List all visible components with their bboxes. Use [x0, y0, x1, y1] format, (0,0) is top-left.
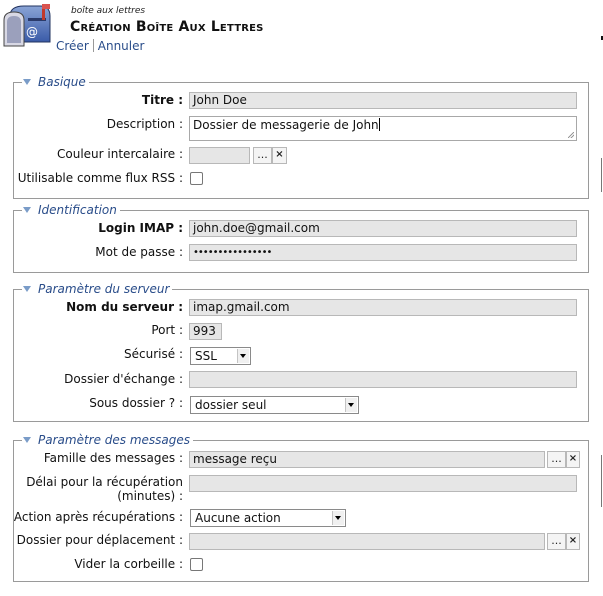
move-input[interactable]: [189, 533, 545, 550]
family-label: Famille des messages :: [43, 451, 183, 465]
move-picker-button[interactable]: ...: [547, 533, 566, 550]
port-input[interactable]: 993: [189, 323, 222, 340]
divider: [93, 39, 94, 52]
collapse-triangle-icon[interactable]: [23, 79, 31, 85]
delay-label: Délai pour la récupération (minutes) :: [26, 475, 183, 503]
action-bar: [56, 39, 144, 53]
collapse-triangle-icon[interactable]: [23, 207, 31, 213]
rss-checkbox[interactable]: [190, 172, 203, 185]
legend-identification: [22, 203, 120, 217]
password-label: Mot de passe :: [95, 245, 183, 259]
page-title: Création Boîte Aux Lettres: [70, 19, 264, 35]
svg-text:@: @: [26, 25, 38, 39]
legend-server: [22, 282, 172, 296]
rss-label: Utilisable comme flux RSS :: [17, 171, 183, 185]
server-input[interactable]: imap.gmail.com: [189, 299, 577, 316]
secure-select[interactable]: [190, 347, 251, 365]
cancel-link[interactable]: Annuler: [97, 39, 145, 53]
mailbox-icon: [2, 2, 52, 50]
trash-label: Vider la corbeille :: [74, 557, 183, 571]
color-clear-button[interactable]: ×: [272, 147, 287, 164]
description-label: Description :: [106, 117, 183, 131]
subfolder-label: Sous dossier ? :: [89, 396, 183, 410]
description-text: Dossier de messagerie de John: [193, 118, 379, 132]
breadcrumb: boîte aux lettres: [71, 6, 146, 16]
chevron-down-icon: [332, 511, 344, 525]
exchange-input[interactable]: [189, 371, 577, 388]
legend-label: Basique: [38, 75, 86, 89]
color-label: Couleur intercalaire :: [57, 147, 183, 161]
title-input[interactable]: John Doe: [189, 92, 577, 109]
action-value: Aucune action: [195, 511, 281, 525]
title-label: Titre :: [141, 93, 183, 107]
scroll-edge: [601, 158, 602, 192]
text-caret: [379, 118, 380, 131]
scroll-edge: [601, 455, 602, 507]
legend-label: Paramètre du serveur: [38, 282, 170, 296]
secure-label: Sécurisé :: [124, 347, 183, 361]
legend-label: Paramètre des messages: [38, 433, 191, 447]
family-clear-button[interactable]: ×: [566, 451, 580, 468]
move-clear-button[interactable]: ×: [566, 533, 580, 550]
legend-messages: [22, 433, 193, 447]
collapse-triangle-icon[interactable]: [23, 286, 31, 292]
subfolder-value: dossier seul: [195, 398, 267, 412]
delay-input[interactable]: [189, 475, 577, 492]
secure-value: SSL: [195, 349, 217, 363]
family-picker-button[interactable]: ...: [547, 451, 566, 468]
exchange-label: Dossier d'échange :: [64, 372, 183, 386]
color-picker-button[interactable]: ...: [253, 147, 272, 164]
login-input[interactable]: john.doe@gmail.com: [189, 220, 577, 237]
move-label: Dossier pour déplacement :: [16, 533, 183, 547]
port-label: Port :: [151, 323, 183, 337]
chevron-down-icon: [237, 349, 249, 363]
trash-checkbox[interactable]: [190, 558, 203, 571]
login-label: Login IMAP :: [98, 221, 183, 235]
server-label: Nom du serveur :: [66, 300, 183, 314]
description-textarea[interactable]: [189, 116, 577, 141]
color-input[interactable]: [189, 147, 250, 164]
collapse-triangle-icon[interactable]: [23, 437, 31, 443]
legend-label: Identification: [38, 203, 117, 217]
legend-basic: [22, 75, 89, 89]
subfolder-select[interactable]: [190, 396, 359, 414]
action-label: Action après récupérations :: [13, 510, 183, 524]
resize-grip-icon[interactable]: [568, 132, 574, 138]
create-link[interactable]: Créer: [56, 39, 89, 53]
family-input[interactable]: message reçu: [189, 451, 545, 468]
action-select[interactable]: [190, 509, 346, 527]
chevron-down-icon: [345, 398, 357, 412]
password-input[interactable]: ••••••••••••••••: [189, 244, 577, 261]
